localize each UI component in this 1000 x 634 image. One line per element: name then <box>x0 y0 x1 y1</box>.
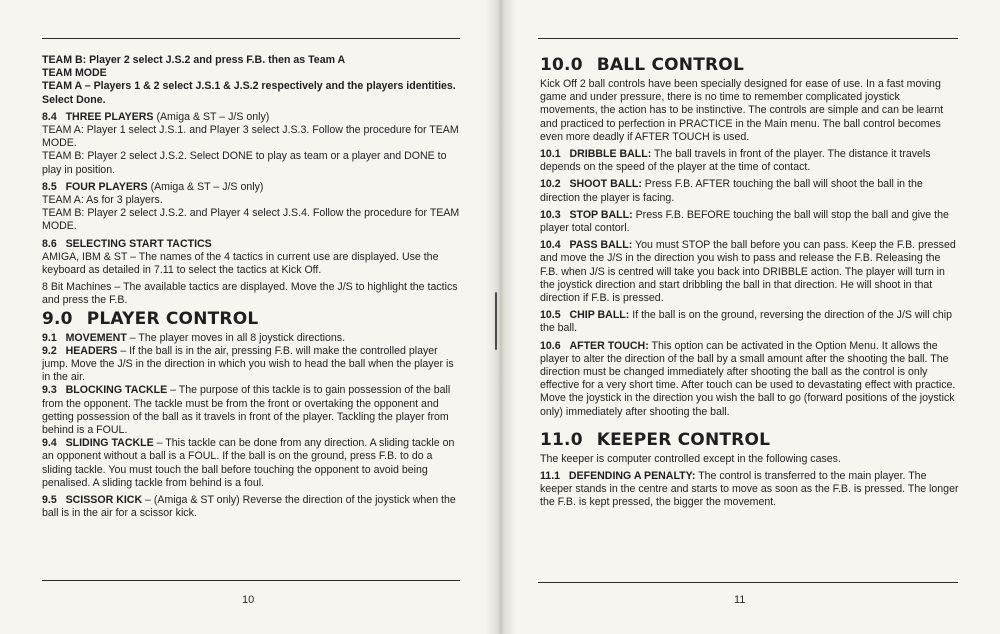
section-8-6-heading <box>42 238 462 251</box>
section-number: 9.1 <box>42 331 57 344</box>
section-8-4-line-2: TEAM B: Player 2 select J.S.2. Select DONE to play as team or a player and DONE to play in position. <box>42 150 447 176</box>
section-text: This option can be activated in the Option Menu. It allows the player to alter the direction of the ball by a small amount after the shooting the ball. The direction must be changed immediately after shooting the ball as the control is only effective for a very short time. After touch can be used to devastating effect with practice. Move the joystick in the direction you wish the ball to go (forward positions of the joystick only) immediately after shooting the ball. <box>540 339 956 418</box>
section-text: The ball travels in front of the player. The distance it travels depends on the speed of the player at the time of contact. <box>540 148 931 174</box>
section-number: 10.1 <box>540 148 561 161</box>
section-text: – If the ball is in the air, pressing F.B. will make the controlled player jump. Move the J/S in the direction in which you wish to head the ball when the player is in the air. <box>42 344 454 384</box>
chapter-title: PLAYER CONTROL <box>86 308 259 329</box>
binding-mark <box>495 292 497 350</box>
section-8-6-line-2: 8 Bit Machines – The available tactics are displayed. Move the J/S to highlight the tactics and press the F.B. <box>42 281 458 307</box>
section-text: Press F.B. BEFORE touching the ball will stop the ball and give the player total contorl. <box>540 208 949 235</box>
section-note: (Amiga & ST – J/S only) <box>150 180 264 193</box>
section-note: (Amiga & ST – J/S only) <box>156 110 270 123</box>
team-b-line: TEAM B: Player 2 select J.S.2 and press F.B. then as Team A <box>42 54 346 66</box>
section-number: 10.3 <box>540 208 561 221</box>
bottom-rule-right <box>538 582 958 583</box>
chapter-9-heading <box>42 308 462 330</box>
section-title: CHIP BALL: <box>569 309 630 322</box>
section-8-4-line-1: TEAM A: Player 1 select J.S.1. and Player 3 select J.S.3. Follow the procedure for TEAM MODE. <box>42 124 459 150</box>
book-gutter <box>486 0 516 634</box>
section-number: 10.6 <box>540 339 561 352</box>
team-a-line: TEAM A – Players 1 & 2 select J.S.1 & J.S.2 respectively and the players identities. Select Done. <box>42 80 456 106</box>
section-title: THREE PLAYERS <box>65 110 154 123</box>
section-title: SCISSOR KICK <box>65 494 143 507</box>
section-title: AFTER TOUCH: <box>569 339 649 352</box>
section-number: 9.3 <box>42 384 57 397</box>
section-10-2 <box>540 178 960 204</box>
section-title: MOVEMENT <box>65 331 127 344</box>
section-number: 8.6 <box>42 237 57 250</box>
section-number: 10.5 <box>540 309 561 322</box>
chapter-title: BALL CONTROL <box>596 55 744 75</box>
section-title: DRIBBLE BALL: <box>569 148 652 161</box>
section-10-5 <box>540 309 960 335</box>
section-8-5-heading <box>42 181 462 194</box>
section-10-3 <box>540 209 960 235</box>
section-8-4-heading <box>42 111 462 124</box>
chapter-10-heading <box>540 54 960 76</box>
section-11-1 <box>540 470 960 510</box>
top-rule-left <box>42 38 460 39</box>
section-number: 9.2 <box>42 344 57 357</box>
section-title: BLOCKING TACKLE <box>65 384 168 397</box>
section-9-4 <box>42 437 462 490</box>
section-text: – (Amiga & ST only) Reverse the direction of the joystick when the ball is in the air for a scissor kick. <box>42 494 456 520</box>
chapter-number: 9.0 <box>42 308 73 329</box>
left-page <box>0 0 498 634</box>
section-number: 11.1 <box>540 470 561 483</box>
section-text: You must STOP the ball before you can pass. Keep the F.B. pressed and move the J/S in the direction you wish to pass and release the F.B. Releasing the F.B. when J/S is centred will take you back into DRIBBLE action. The player will turn in the joystick direction and start dribbling the ball in that direction. He will shoot in that direction if F.B. is pressed. <box>540 239 956 305</box>
top-rule-right <box>538 38 958 39</box>
section-9-2 <box>42 345 462 385</box>
section-10-1 <box>540 148 960 174</box>
section-text: The control is transferred to the main player. The keeper stands in the centre and starts to move as soon as the F.B. is pressed. The longer the F.B. is kept pressed, the bigger the movement. <box>540 470 959 509</box>
section-number: 10.4 <box>540 239 561 252</box>
chapter-11-heading <box>540 429 960 451</box>
section-title: HEADERS <box>65 344 118 357</box>
section-9-5 <box>42 494 462 520</box>
bottom-rule-left <box>42 580 460 581</box>
ball-control-intro: Kick Off 2 ball controls have been specially designed for ease of use. In a fast moving game and under pressure, there is no time to remember complicated joystick movements, the action has to be instinctive. The controls are simple and can be learnt and practiced to perfection in PRACTICE in the Main menu. The ball control becomes even more deadly if AFTER TOUCH is used. <box>540 78 944 143</box>
section-title: PASS BALL: <box>569 239 633 252</box>
section-number: 8.5 <box>42 180 57 193</box>
team-mode-heading: TEAM MODE <box>42 67 107 80</box>
section-text: Press F.B. AFTER touching the ball will shoot the ball in the direction the player is facing. <box>540 178 923 204</box>
section-number: 10.2 <box>540 178 561 191</box>
right-page-content <box>540 54 960 514</box>
page-number-right: 11 <box>734 594 746 606</box>
section-8-5-line-2: TEAM B: Player 2 select J.S.2. and Player 4 select J.S.4. Follow the procedure for TEAM MODE. <box>42 207 460 233</box>
chapter-number: 10.0 <box>540 55 583 75</box>
chapter-title: KEEPER CONTROL <box>596 429 771 450</box>
left-page-content <box>42 54 462 525</box>
right-page <box>502 0 1000 634</box>
page-number-left: 10 <box>242 594 255 606</box>
section-10-6 <box>540 340 960 419</box>
section-title: SHOOT BALL: <box>569 178 642 191</box>
section-number: 9.5 <box>42 494 57 507</box>
section-text: – This tackle can be done from any direction. A sliding tackle on an opponent without a ball is a FOUL. If the ball is on the ground, press F.B. to do a sliding tackle. You must touch the ball before touching the opponent to avoid being penalised. A sliding tackle from behind is a foul. <box>42 437 455 489</box>
keeper-control-intro: The keeper is computer controlled except in the following cases. <box>540 452 841 465</box>
section-number: 8.4 <box>42 110 57 123</box>
section-title: STOP BALL: <box>569 208 633 221</box>
section-title: FOUR PLAYERS <box>65 180 148 193</box>
section-text: – The purpose of this tackle is to gain possession of the ball from the opponent. The tackle must be from the front or overtaking the opponent and getting possession of the ball as it travels in front of the player. Tackling the player from behind is a FOUL. <box>42 384 451 437</box>
section-title: SLIDING TACKLE <box>65 437 154 450</box>
section-text: If the ball is on the ground, reversing the direction of the J/S will chip the ball. <box>540 309 953 335</box>
section-9-1 <box>42 332 462 345</box>
section-10-4 <box>540 239 960 305</box>
section-8-6-line-1: AMIGA, IBM & ST – The names of the 4 tactics in current use are displayed. Use the keyboard as detailed in 7.11 to select the tactics at Kick Off. <box>42 250 439 277</box>
section-8-5-line-1: TEAM A: As for 3 players. <box>42 194 163 207</box>
chapter-number: 11.0 <box>540 429 583 450</box>
section-9-3 <box>42 384 462 437</box>
section-number: 9.4 <box>42 437 57 450</box>
section-title: SELECTING START TACTICS <box>65 237 212 250</box>
section-text: – The player moves in all 8 joystick directions. <box>126 331 346 344</box>
section-title: DEFENDING A PENALTY: <box>568 470 696 483</box>
